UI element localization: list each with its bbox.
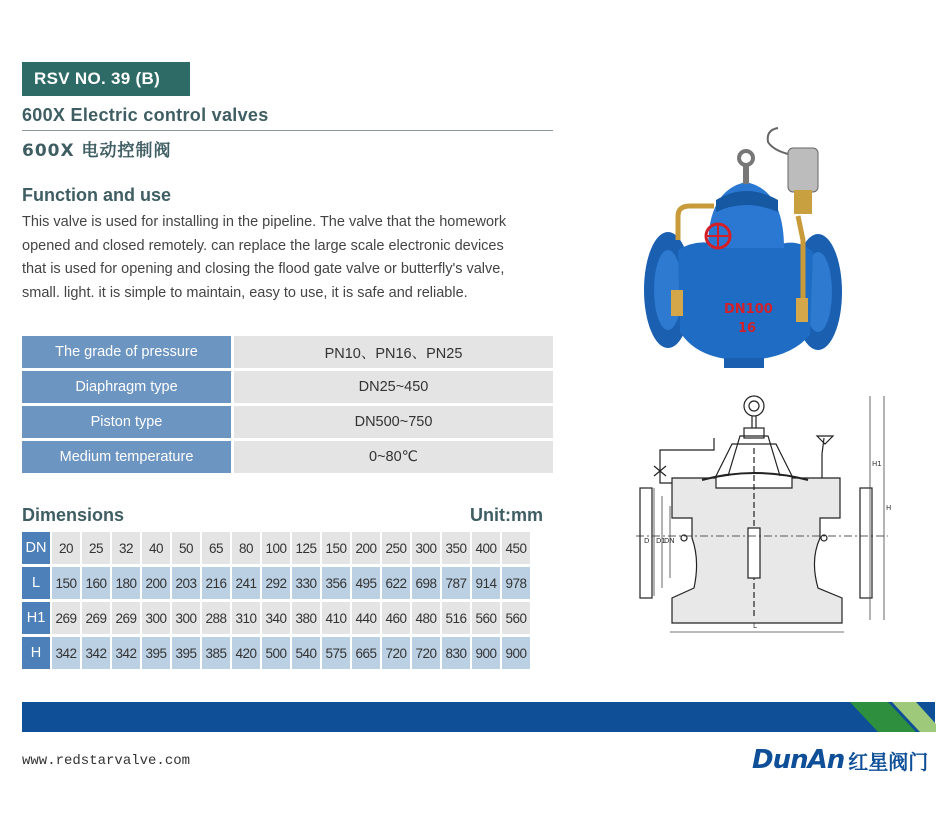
dimension-cell: 420 (232, 637, 260, 669)
dimension-row-label: H1 (22, 602, 50, 634)
dimension-row-label: L (22, 567, 50, 599)
dimensions-heading: Dimensions (22, 505, 125, 525)
spec-label: Piston type (22, 406, 231, 438)
dimension-cell: 830 (442, 637, 470, 669)
dimension-cell: 400 (472, 532, 500, 564)
dimension-cell: 460 (382, 602, 410, 634)
spec-value: PN10、PN16、PN25 (234, 336, 553, 368)
dimension-cell: 540 (292, 637, 320, 669)
dimension-row-label: DN (22, 532, 50, 564)
dimension-cell: 250 (382, 532, 410, 564)
dimension-cell: 292 (262, 567, 290, 599)
spec-row (22, 371, 553, 403)
dimension-cell: 125 (292, 532, 320, 564)
dimension-cell: 80 (232, 532, 260, 564)
spec-value: DN25~450 (234, 371, 553, 403)
dimension-cell: 241 (232, 567, 260, 599)
dimension-cell: 395 (142, 637, 170, 669)
dimension-cell: 480 (412, 602, 440, 634)
dimension-L-label: L (753, 622, 757, 630)
dimension-H1-label: H1 (872, 460, 882, 468)
spec-label: Diaphragm type (22, 371, 231, 403)
dimension-cell: 440 (352, 602, 380, 634)
dimension-cell: 450 (502, 532, 530, 564)
footer-band (22, 702, 935, 732)
dimension-cell: 50 (172, 532, 200, 564)
dimension-H-label: H (886, 504, 892, 512)
dimension-cell: 269 (52, 602, 80, 634)
dimensions-table (22, 532, 532, 672)
dimension-cell: 269 (112, 602, 140, 634)
description-line: small. light. it is simple to maintain, easy to use, it is safe and reliable. (22, 284, 468, 301)
dimension-cell: 40 (142, 532, 170, 564)
dimension-cell: 900 (472, 637, 500, 669)
dimension-D-label: D (644, 537, 650, 545)
dimension-cell: 288 (202, 602, 230, 634)
dimension-cell: 25 (82, 532, 110, 564)
dimension-cell: 978 (502, 567, 530, 599)
model-badge: RSV NO. 39 (B) (22, 62, 190, 96)
spec-table (22, 336, 553, 476)
dimension-cell: 500 (262, 637, 290, 669)
description-line: This valve is used for installing in the pipeline. The valve that the homework (22, 214, 507, 230)
dimension-cell: 385 (202, 637, 230, 669)
product-title-cn: 600X 电动控制阀 (22, 141, 172, 161)
dimension-cell: 516 (442, 602, 470, 634)
dimension-cell: 300 (172, 602, 200, 634)
dimension-cell: 560 (502, 602, 530, 634)
dimension-cell: 32 (112, 532, 140, 564)
spec-label: The grade of pressure (22, 336, 231, 368)
dimension-cell: 350 (442, 532, 470, 564)
dimension-cell: 380 (292, 602, 320, 634)
dimension-cell: 410 (322, 602, 350, 634)
spec-value: 0~80℃ (234, 441, 553, 473)
lifting-eye (739, 151, 753, 165)
dimension-cell: 200 (352, 532, 380, 564)
solenoid (788, 148, 818, 192)
dimension-cell: 310 (232, 602, 260, 634)
logo-latin-text: DunAn (752, 745, 845, 775)
dimension-row-label: H (22, 637, 50, 669)
dimension-cell: 356 (322, 567, 350, 599)
nameplate-pressure: 16 (738, 321, 757, 336)
dimension-cell: 342 (112, 637, 140, 669)
description-line: opened and closed remotely. can replace the large scale electronic devices (22, 237, 504, 254)
band-accent-stripes (846, 702, 936, 732)
dimension-cell: 342 (52, 637, 80, 669)
dimension-cell: 914 (472, 567, 500, 599)
dimension-row (22, 567, 532, 599)
dimension-row (22, 532, 532, 564)
website-url[interactable]: www.redstarvalve.com (22, 753, 191, 769)
dimension-cell: 300 (412, 532, 440, 564)
spec-label: Medium temperature (22, 441, 231, 473)
dimension-cell: 340 (262, 602, 290, 634)
dimension-cell: 269 (82, 602, 110, 634)
dimension-cell: 787 (442, 567, 470, 599)
dimension-cell: 150 (322, 532, 350, 564)
spec-row (22, 441, 553, 473)
dimensions-unit: Unit:mm (470, 505, 543, 525)
drawing-eye-bolt (744, 396, 764, 416)
spec-row (22, 336, 553, 368)
dimension-cell: 665 (352, 637, 380, 669)
dimension-cell: 150 (52, 567, 80, 599)
dimension-cell: 622 (382, 567, 410, 599)
function-heading: Function and use (22, 185, 172, 205)
dimension-cell: 20 (52, 532, 80, 564)
dimension-DN-label: DN (664, 537, 675, 545)
dimension-cell: 180 (112, 567, 140, 599)
dimension-cell: 300 (142, 602, 170, 634)
dimension-cell: 160 (82, 567, 110, 599)
logo-chinese-text: 红星阀门 (848, 749, 929, 774)
dimension-cell: 342 (82, 637, 110, 669)
dimension-cell: 720 (382, 637, 410, 669)
dimension-cell: 495 (352, 567, 380, 599)
nameplate-size: DN100 (724, 302, 773, 317)
dimension-cell: 698 (412, 567, 440, 599)
dimension-cell: 203 (172, 567, 200, 599)
valve-technical-drawing (632, 388, 892, 640)
dimension-D1-label: D1 (656, 537, 666, 545)
title-divider (22, 130, 553, 131)
dimension-cell: 720 (412, 637, 440, 669)
description-line: that is used for opening and closing the flood gate valve or butterfly's valve, (22, 261, 505, 277)
dimension-cell: 395 (172, 637, 200, 669)
function-description (22, 211, 562, 305)
dimension-cell: 100 (262, 532, 290, 564)
dimension-cell: 200 (142, 567, 170, 599)
dimension-cell: 65 (202, 532, 230, 564)
dimension-row (22, 637, 532, 669)
product-title-en: 600X Electric control valves (22, 105, 269, 125)
dimension-cell: 216 (202, 567, 230, 599)
dimension-cell: 575 (322, 637, 350, 669)
brand-logo (752, 745, 928, 775)
dimension-row (22, 602, 532, 634)
dimension-cell: 900 (502, 637, 530, 669)
valve-photo (638, 120, 846, 380)
dimension-cell: 330 (292, 567, 320, 599)
spec-row (22, 406, 553, 438)
dimension-cell: 560 (472, 602, 500, 634)
spec-value: DN500~750 (234, 406, 553, 438)
